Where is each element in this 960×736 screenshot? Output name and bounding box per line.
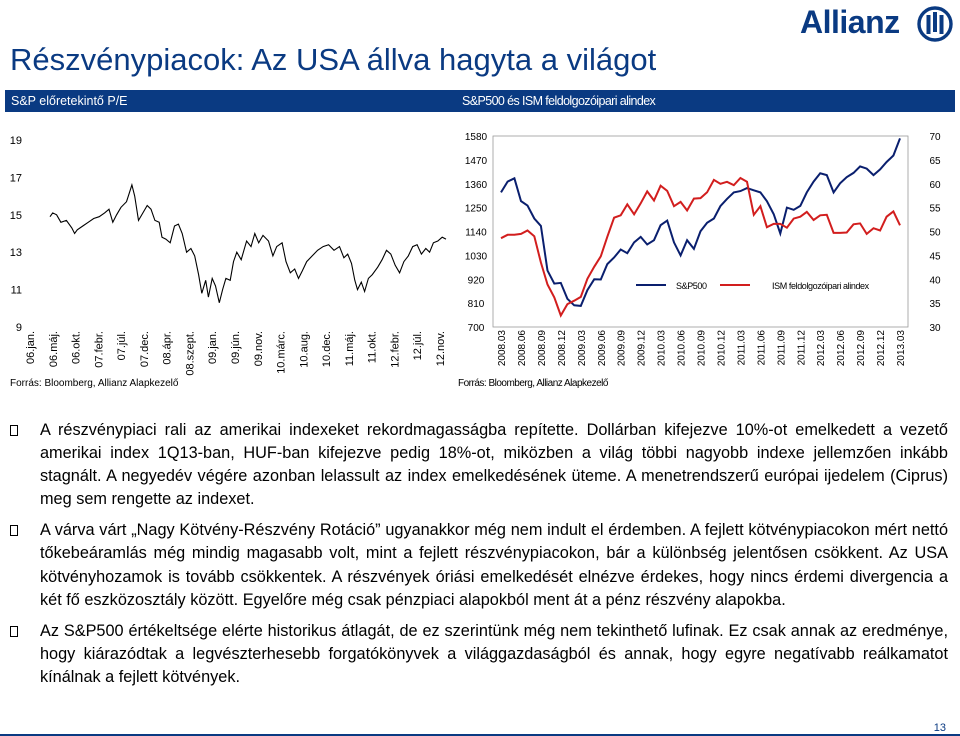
x-tick-label: 2011.06 bbox=[756, 330, 768, 366]
x-tick-label: 2008.03 bbox=[497, 330, 508, 367]
x-tick-label: 08.ápr. bbox=[161, 331, 174, 365]
x-tick-label: 11.máj. bbox=[343, 331, 356, 367]
right-axis-tick-label: 30 bbox=[929, 323, 941, 334]
right-axis-tick-label: 70 bbox=[929, 132, 941, 143]
right-axis-tick-label: 45 bbox=[929, 251, 941, 263]
bullet-text: A részvénypiaci rali az amerikai indexeket rekordmagasságba repítette. Dollárban kifejezve 10%-ot emelkedett a vezető amerikai index 1Q13-ban, HUF-ban kifejezve pedig 18%-ot, miközben a világ többi nagyobb indexe jellemzően inkább stagnált. A negyedév végére azonban lelassult az index emelkedésének üteme. A menetrendszerű európai ijedelem (Ciprus) meg sem rengette az indexet. bbox=[40, 421, 948, 509]
left-axis-tick-label: 700 bbox=[467, 323, 485, 334]
sp-ism-chart-source: Forrás: Bloomberg, Allianz Alapkezelő bbox=[458, 378, 608, 389]
x-tick-label: 06.jan. bbox=[25, 331, 37, 365]
sp-ism-chart-heading: S&P500 és ISM feldolgozóipari alindex bbox=[456, 90, 955, 112]
ism-line bbox=[501, 178, 900, 316]
bullet-item bbox=[10, 620, 948, 689]
x-tick-label: 2009.12 bbox=[636, 330, 648, 367]
x-tick-label: 09.jan. bbox=[207, 331, 220, 365]
x-tick-label: 12.júl. bbox=[412, 331, 425, 361]
pe-ratio-chart bbox=[0, 115, 456, 377]
x-tick-label: 2013.03 bbox=[896, 330, 907, 367]
left-axis-tick-label: 1580 bbox=[464, 132, 488, 143]
x-tick-label: 2008.12 bbox=[556, 330, 568, 367]
x-tick-label: 12.nov. bbox=[435, 331, 447, 367]
left-axis-tick-label: 810 bbox=[467, 299, 485, 311]
x-tick-label: 07.júl. bbox=[116, 331, 129, 361]
pe-chart-source: Forrás: Bloomberg, Allianz Alapkezelő bbox=[10, 378, 179, 389]
x-tick-label: 08.szept. bbox=[184, 331, 197, 376]
right-axis-tick-label: 65 bbox=[929, 155, 941, 167]
x-tick-label: 07.dec. bbox=[138, 331, 151, 368]
x-tick-label: 09.nov. bbox=[252, 331, 265, 367]
bullet-box-icon bbox=[10, 425, 18, 436]
x-tick-label: 10.márc. bbox=[275, 331, 288, 374]
x-tick-label: 2009.06 bbox=[596, 330, 608, 367]
allianz-logo: Allianz bbox=[800, 4, 900, 40]
x-tick-label: 2010.12 bbox=[716, 330, 728, 367]
x-tick-label: 10.aug. bbox=[298, 331, 311, 368]
x-tick-label: 07.febr. bbox=[93, 331, 106, 368]
x-tick-label: 2009.09 bbox=[616, 330, 628, 367]
x-tick-label: 2012.09 bbox=[856, 330, 868, 367]
bullet-text: A várva várt „Nagy Kötvény-Részvény Rotáció” ugyanakkor még nem indult el érdemben. A fejlett kötvénypiacokon mért nettó tőkebeáramlás még mindig magasabb volt, mint a fejlett részvénypiacokon, bár a különbség jelentősen csökkent. Az USA kötvényhozamok is tovább csökkentek. A részvények óriási emelkedését elnézve érdekes, hogy nincs érdemi divergencia a két fő eszközosztály között. Egyelőre még csak pénzpiaci alapokból ment át a pénz részvény alapokba. bbox=[40, 521, 948, 609]
allianz-eagle-icon bbox=[916, 5, 954, 43]
x-tick-label: 12.febr. bbox=[389, 331, 402, 368]
x-tick-label: 2011.12 bbox=[796, 330, 808, 366]
x-tick-label: 2011.09 bbox=[776, 330, 788, 366]
x-tick-label: 10.dec. bbox=[321, 331, 334, 368]
page-title: Részvénypiacok: Az USA állva hagyta a világot bbox=[10, 42, 657, 77]
x-tick-label: 2012.12 bbox=[876, 330, 888, 367]
x-tick-label: 06.máj. bbox=[47, 331, 60, 368]
bullet-box-icon bbox=[10, 626, 18, 637]
x-tick-label: 2012.03 bbox=[816, 330, 828, 367]
bullet-item bbox=[10, 519, 948, 611]
y-tick-label: 11 bbox=[10, 284, 22, 297]
right-axis-tick-label: 50 bbox=[929, 227, 941, 239]
right-axis-tick-label: 55 bbox=[929, 203, 941, 215]
x-tick-label: 2008.09 bbox=[536, 330, 548, 367]
right-axis-tick-label: 35 bbox=[929, 299, 941, 311]
y-tick-label: 15 bbox=[9, 209, 22, 222]
sp500-ism-chart bbox=[456, 115, 960, 377]
x-tick-label: 2010.09 bbox=[696, 330, 708, 367]
legend-label: ISM feldolgozóipari alindex bbox=[772, 281, 869, 291]
right-axis-tick-label: 40 bbox=[929, 275, 941, 287]
y-tick-label: 17 bbox=[9, 172, 22, 185]
x-tick-label: 09.jún. bbox=[230, 331, 242, 365]
left-axis-tick-label: 1030 bbox=[464, 251, 488, 263]
y-tick-label: 19 bbox=[9, 135, 22, 147]
x-tick-label: 2011.03 bbox=[736, 330, 748, 366]
legend-label: S&P500 bbox=[676, 281, 707, 291]
x-tick-label: 06.okt. bbox=[70, 331, 83, 365]
y-tick-label: 9 bbox=[15, 322, 22, 334]
left-axis-tick-label: 920 bbox=[467, 275, 485, 287]
x-tick-label: 11.okt. bbox=[366, 331, 379, 364]
bullet-box-icon bbox=[10, 525, 18, 536]
bullet-item bbox=[10, 419, 948, 511]
left-axis-tick-label: 1140 bbox=[465, 227, 487, 239]
x-tick-label: 2010.03 bbox=[656, 330, 668, 367]
left-axis-tick-label: 1360 bbox=[464, 179, 488, 191]
x-tick-label: 2009.03 bbox=[576, 330, 588, 367]
pe-chart-heading: S&P előretekintő P/E bbox=[5, 90, 456, 112]
x-tick-label: 2010.06 bbox=[676, 330, 688, 367]
x-tick-label: 2012.06 bbox=[836, 330, 848, 367]
x-tick-label: 2008.06 bbox=[516, 330, 528, 367]
right-axis-tick-label: 60 bbox=[929, 179, 941, 191]
left-axis-tick-label: 1250 bbox=[464, 203, 488, 215]
left-axis-tick-label: 1470 bbox=[464, 155, 488, 167]
bullet-list bbox=[10, 419, 948, 689]
pe-series-line bbox=[50, 185, 446, 303]
y-tick-label: 13 bbox=[9, 247, 22, 260]
bullet-text: Az S&P500 értékeltsége elérte historikus átlagát, de ez szerintünk még nem tekinthető lufinak. Ez csak annak az eredménye, hogy kiárazódtak a legvészterhesebb forgatókönyvek a világgazdaságból és annak, hogy egyre negatívabb reálkamatot kínálnak a fejlett kötvények. bbox=[40, 621, 948, 686]
page-number: 13 bbox=[933, 722, 946, 734]
